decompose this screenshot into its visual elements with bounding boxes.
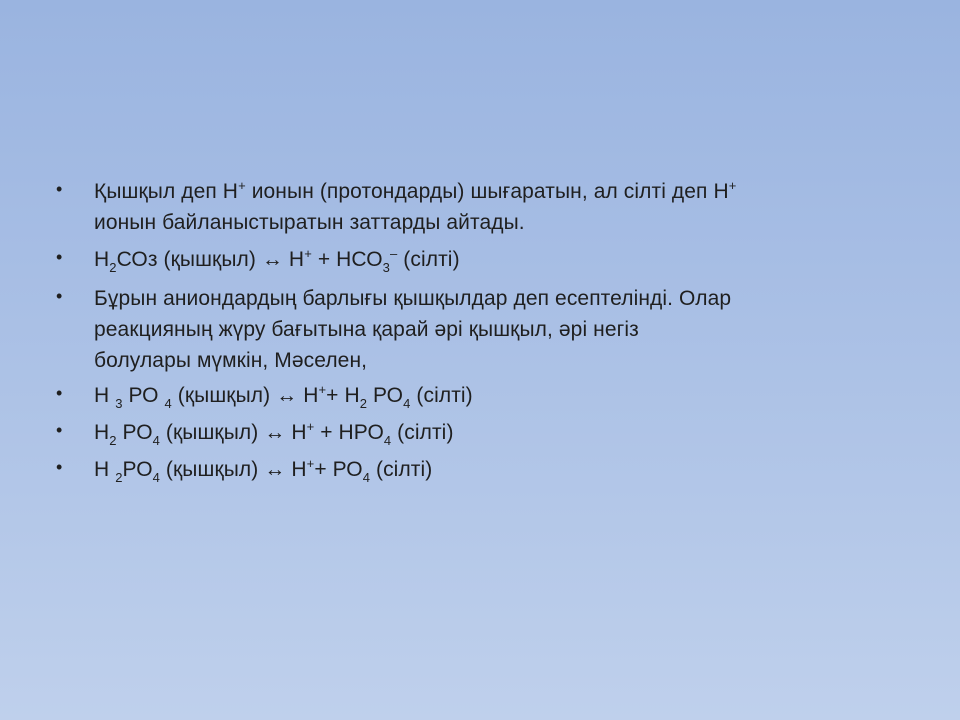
text-run: (қышқыл) ↔ Н <box>171 384 319 407</box>
bullet-text-line: Бұрын аниондардың барлығы қышқылдар деп есептелінді. Олар <box>94 287 732 310</box>
bullet-item-anions-note <box>56 283 926 376</box>
bullet-dot-icon: • <box>56 286 63 306</box>
bullet-text-line: ионын байланыстыратын заттарды айтады. <box>94 211 525 234</box>
subscript: 3 <box>382 260 390 275</box>
bullet-item-carbonic-acid-equation <box>56 244 926 275</box>
subscript: 2 <box>359 396 368 411</box>
text-run: РО <box>122 458 153 481</box>
bullet-item-phosphoric-acid-equation <box>56 380 926 411</box>
text-run: + НРО <box>314 421 384 444</box>
superscript-plus: + <box>728 178 737 193</box>
subscript: 3 <box>115 396 123 411</box>
bullet-item-acid-definition <box>56 176 926 238</box>
subscript: 4 <box>164 396 172 411</box>
text-run: (сілті) <box>370 458 433 481</box>
text-run: ионын (протондарды) шығаратын, ал сілті деп Н <box>245 180 729 203</box>
bullet-dot-icon: • <box>56 420 63 440</box>
bullet-dot-icon: • <box>56 457 63 477</box>
text-run: Н <box>94 384 116 407</box>
superscript-plus: + <box>318 382 327 397</box>
bullet-text-line: реакцияның жүру бағытына қарай әрі қышқыл, әрі негіз <box>94 318 639 341</box>
superscript-plus: + <box>306 456 315 471</box>
text-run: Қышқыл деп Н <box>94 180 239 203</box>
superscript-plus: + <box>306 419 315 434</box>
bullet-list <box>56 176 926 485</box>
text-run: + Н <box>326 384 360 407</box>
superscript-plus: + <box>238 178 246 193</box>
subscript: 4 <box>152 470 160 485</box>
text-run: РО <box>116 421 153 444</box>
superscript-minus: – <box>390 246 398 261</box>
bullet-text-line: болулары мүмкін, Мәселен, <box>94 349 368 372</box>
bullet-text-line <box>94 176 926 207</box>
text-run: (сілті) <box>410 384 473 407</box>
superscript-plus: + <box>304 246 312 261</box>
text-run: РО <box>122 384 165 407</box>
bullet-dot-icon: • <box>56 383 63 403</box>
text-run: (қышқыл) ↔ Н <box>159 421 307 444</box>
text-run: (сілті) <box>397 248 460 271</box>
bullet-dot-icon: • <box>56 179 63 199</box>
subscript: 2 <box>109 260 117 275</box>
text-run: РО <box>367 384 404 407</box>
text-run: СОз (қышқыл) ↔ Н <box>116 248 305 271</box>
equation-line <box>94 244 926 275</box>
text-run: + НСО <box>311 248 383 271</box>
bullet-item-phosphate-equation <box>56 454 926 485</box>
subscript: 2 <box>115 470 123 485</box>
subscript: 4 <box>383 433 392 448</box>
text-run: Н <box>94 458 116 481</box>
subscript: 4 <box>362 470 371 485</box>
text-run: Н <box>94 421 110 444</box>
equation-line <box>94 380 926 411</box>
subscript: 4 <box>152 433 160 448</box>
text-run: + РО <box>314 458 363 481</box>
subscript: 4 <box>403 396 411 411</box>
bullet-dot-icon: • <box>56 247 63 267</box>
text-run: (қышқыл) ↔ Н <box>159 458 307 481</box>
bullet-item-dihydrogen-phosphate-equation <box>56 417 926 448</box>
text-run: (сілті) <box>391 421 454 444</box>
subscript: 2 <box>109 433 117 448</box>
text-run: Н <box>94 248 110 271</box>
equation-line <box>94 454 926 485</box>
equation-line <box>94 417 926 448</box>
